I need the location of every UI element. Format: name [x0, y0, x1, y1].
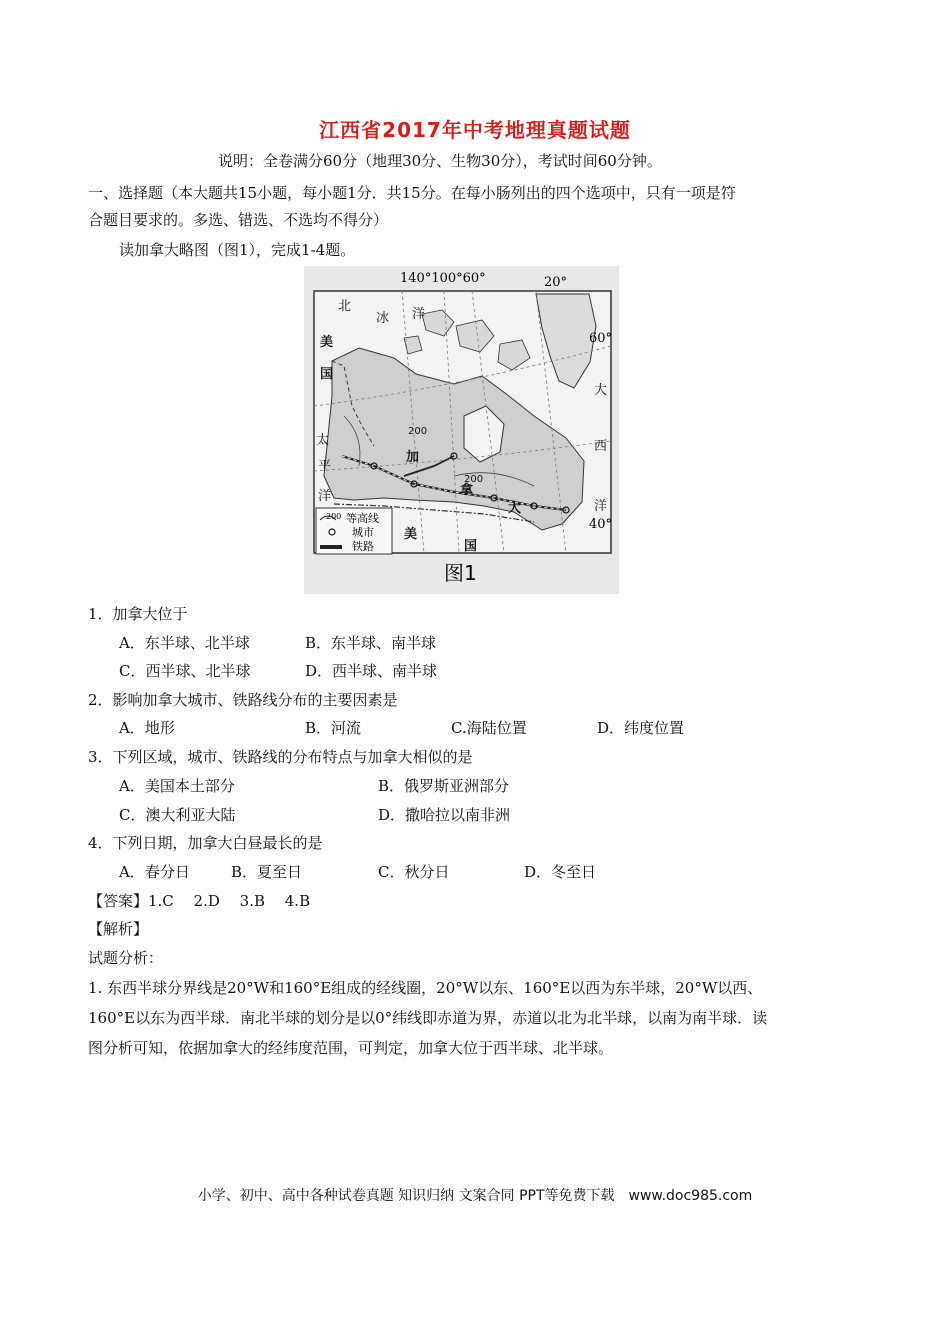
question-3-option-b: B．俄罗斯亚洲部分 — [378, 777, 510, 795]
question-1-option-d: D．西半球、南半球 — [305, 662, 438, 680]
map-label: 国 — [320, 367, 334, 382]
canada-map-figure — [304, 266, 619, 594]
question-2-option-a: A．地形 — [119, 719, 175, 737]
question-4-option-c: C．秋分日 — [378, 863, 450, 881]
lon-label-20: 20° — [544, 275, 568, 290]
map-label: 太 — [316, 433, 330, 448]
analysis-label: 【解析】 — [88, 920, 149, 938]
legend-city-label: 城市 — [352, 526, 374, 539]
question-3-stem: 3．下列区域，城市、铁路线的分布特点与加拿大相似的是 — [88, 748, 473, 766]
map-legend — [316, 508, 392, 554]
question-2-stem: 2．影响加拿大城市、铁路线分布的主要因素是 — [88, 691, 398, 709]
analysis-line-1: 1. 东西半球分界线是20°W和160°E组成的经线圈，20°W以东、160°E以西为东半球，20°W以西、 — [88, 979, 763, 997]
map-label: 大 — [508, 501, 522, 516]
question-1-option-c: C．西半球、北半球 — [119, 662, 251, 680]
question-3-option-d: D．撒哈拉以南非洲 — [378, 806, 511, 824]
lat-label-40: 40° — [589, 517, 613, 532]
analysis-line-2: 160°E以东为西半球．南北半球的划分是以0°纬线即赤道为界，赤道以北为北半球，以南为南半球．读 — [88, 1009, 768, 1027]
map-label: 西 — [594, 439, 608, 454]
legend-contour-value: 200 — [326, 512, 342, 521]
question-2-option-c: C.海陆位置 — [451, 719, 527, 737]
question-4-stem: 4．下列日期，加拿大白昼最长的是 — [88, 834, 323, 852]
map-label: 平 — [318, 459, 332, 474]
contour-value: 200 — [464, 474, 484, 485]
map-label: 洋 — [318, 489, 332, 504]
question-1-stem: 1．加拿大位于 — [88, 605, 188, 623]
legend-rail-icon — [320, 545, 342, 549]
map-label: 美 — [320, 335, 334, 350]
legend-rail-label: 铁路 — [352, 540, 374, 553]
map-label: 美 — [404, 527, 418, 542]
lon-label-west: 140°100°60° — [400, 271, 486, 286]
question-1-option-b: B．东半球、南半球 — [305, 634, 437, 652]
figure-intro: 读加拿大略图（图1），完成1-4题。 — [119, 241, 356, 259]
map-label: 国 — [464, 539, 478, 554]
figure-caption: 图1 — [444, 561, 477, 585]
answer-line: 【答案】1.C 2.D 3.B 4.B — [88, 892, 311, 910]
exam-note: 说明：全卷满分60分（地理30分、生物30分），考试时间60分钟。 — [218, 152, 662, 170]
analysis-line-3: 图分析可知，依据加拿大的经纬度范围，可判定，加拿大位于西半球、北半球。 — [88, 1039, 614, 1057]
map-label: 大 — [594, 383, 608, 398]
question-1-option-a: A．东半球、北半球 — [119, 634, 250, 652]
question-3-option-c: C．澳大利亚大陆 — [119, 806, 236, 824]
lat-label-60: 60° — [589, 331, 613, 346]
analysis-heading: 试题分析： — [88, 949, 164, 967]
question-4-option-b: B．夏至日 — [231, 863, 303, 881]
question-4-option-a: A．春分日 — [119, 863, 190, 881]
question-3-option-a: A．美国本土部分 — [119, 777, 235, 795]
section-heading-line1: 一、选择题（本大题共15小题，每小题1分．共15分。在每小肠列出的四个选项中，只有一项是符 — [88, 184, 736, 202]
section-heading-line2: 合题目要求的。多选、错选、不选均不得分） — [88, 211, 389, 229]
map-label: 加 — [406, 450, 420, 465]
map-label: 北 — [338, 299, 352, 314]
page-title: 江西省2017年中考地理真题试题 — [319, 118, 631, 142]
page-footer: 小学、初中、高中各种试卷真题 知识归纳 文案合同 PPT等免费下载 www.doc985.com — [197, 1188, 753, 1204]
legend-contour-label: 等高线 — [346, 512, 379, 525]
map-label: 洋 — [412, 307, 426, 322]
question-2-option-d: D．纬度位置 — [597, 719, 685, 737]
question-2-option-b: B．河流 — [305, 719, 362, 737]
map-label: 拿 — [460, 483, 474, 498]
map-label: 冰 — [376, 311, 390, 326]
canada-map — [304, 266, 619, 594]
map-label: 洋 — [594, 499, 608, 514]
contour-value: 200 — [408, 426, 428, 437]
question-4-option-d: D．冬至日 — [524, 863, 597, 881]
